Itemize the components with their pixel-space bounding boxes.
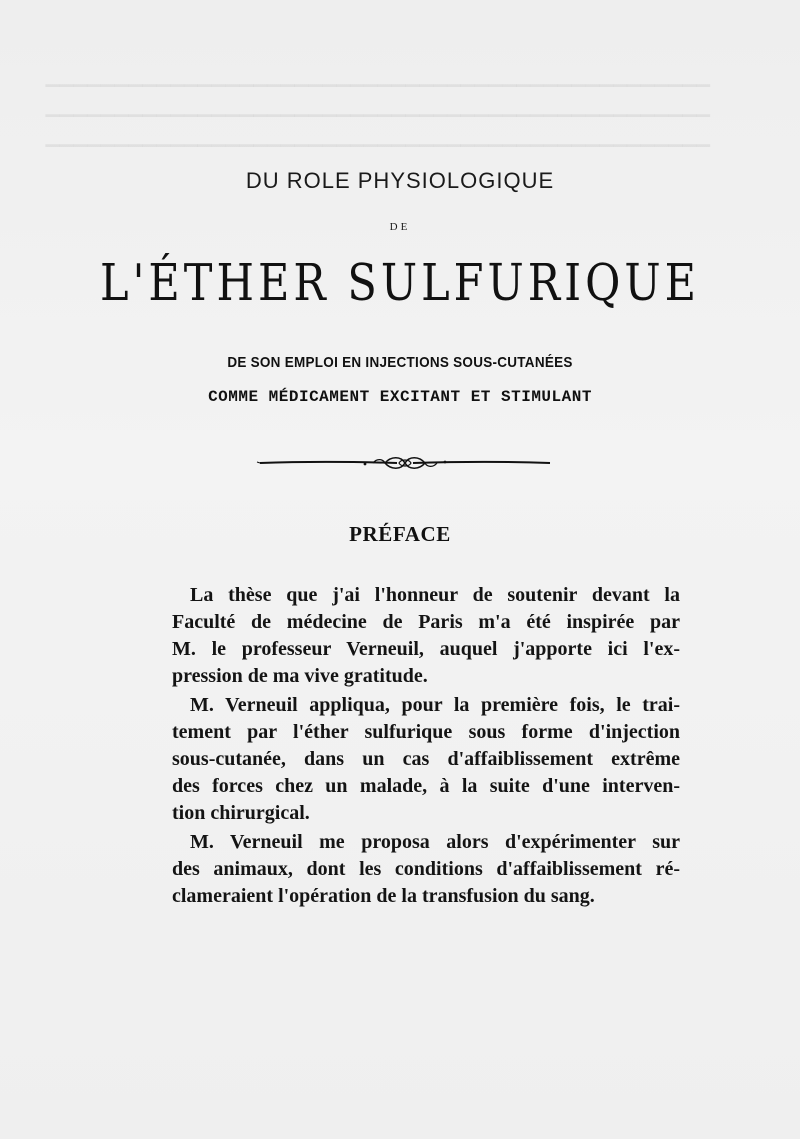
text-line: M. Verneuil me proposa alors d'expérimenter sur [190,831,680,853]
text-line: La thèse que j'ai l'honneur de soutenir devant la [190,584,680,606]
text-line: des animaux, dont les conditions d'affaiblissement ré- [172,858,680,880]
subtitle-line-2: COMME MÉDICAMENT EXCITANT ET STIMULANT [208,388,592,406]
preface-paragraph-2 [172,692,680,827]
page-title: L'ÉTHER SULFURIQUE [100,254,700,313]
text-line: tement par l'éther sulfurique sous forme d'injection [172,721,680,743]
title-line-1: DU ROLE PHYSIOLOGIQUE [245,168,555,193]
preface-paragraph-3 [172,829,680,910]
text-line: pression de ma vive gratitude. [172,665,428,687]
bleed-through-texture: ▔▔▔▔▔▔▔▔▔▔▔▔▔▔▔▔▔▔▔▔▔▔▔▔▔▔▔▔▔▔▔▔▔▔▔▔▔▔▔▔▔▔▔▔▔▔▔▔ ▔▔▔▔▔▔▔▔▔▔▔▔▔▔▔▔▔▔▔▔▔▔▔▔▔▔▔▔▔▔▔▔▔▔▔▔▔▔▔▔▔▔▔▔▔▔▔▔ ▔▔▔▔▔▔▔▔▔▔▔▔▔▔▔▔▔▔▔▔▔▔▔▔▔▔▔▔▔▔▔▔▔▔▔▔▔▔▔▔▔▔▔▔▔▔▔▔ [45,85,710,165]
preface-heading: PRÉFACE [349,522,451,546]
text-line: Faculté de médecine de Paris m'a été inspirée par [172,611,680,633]
preface-paragraph-1 [172,582,680,690]
title-connector: DE [389,221,411,233]
text-line: M. le professeur Verneuil, auquel j'apporte ici l'ex- [172,638,680,660]
text-line: sous-cutanée, dans un cas d'affaiblissement extrême [172,748,680,770]
text-line: M. Verneuil appliqua, pour la première fois, le trai- [190,694,680,716]
text-line: des forces chez un malade, à la suite d'une interven- [172,775,680,797]
text-line: clameraient l'opération de la transfusion du sang. [172,885,595,907]
ornamental-divider [255,450,555,480]
text-line: tion chirurgical. [172,802,310,824]
subtitle-line-1: DE SON EMPLOI EN INJECTIONS SOUS-CUTANÉES [227,354,573,371]
